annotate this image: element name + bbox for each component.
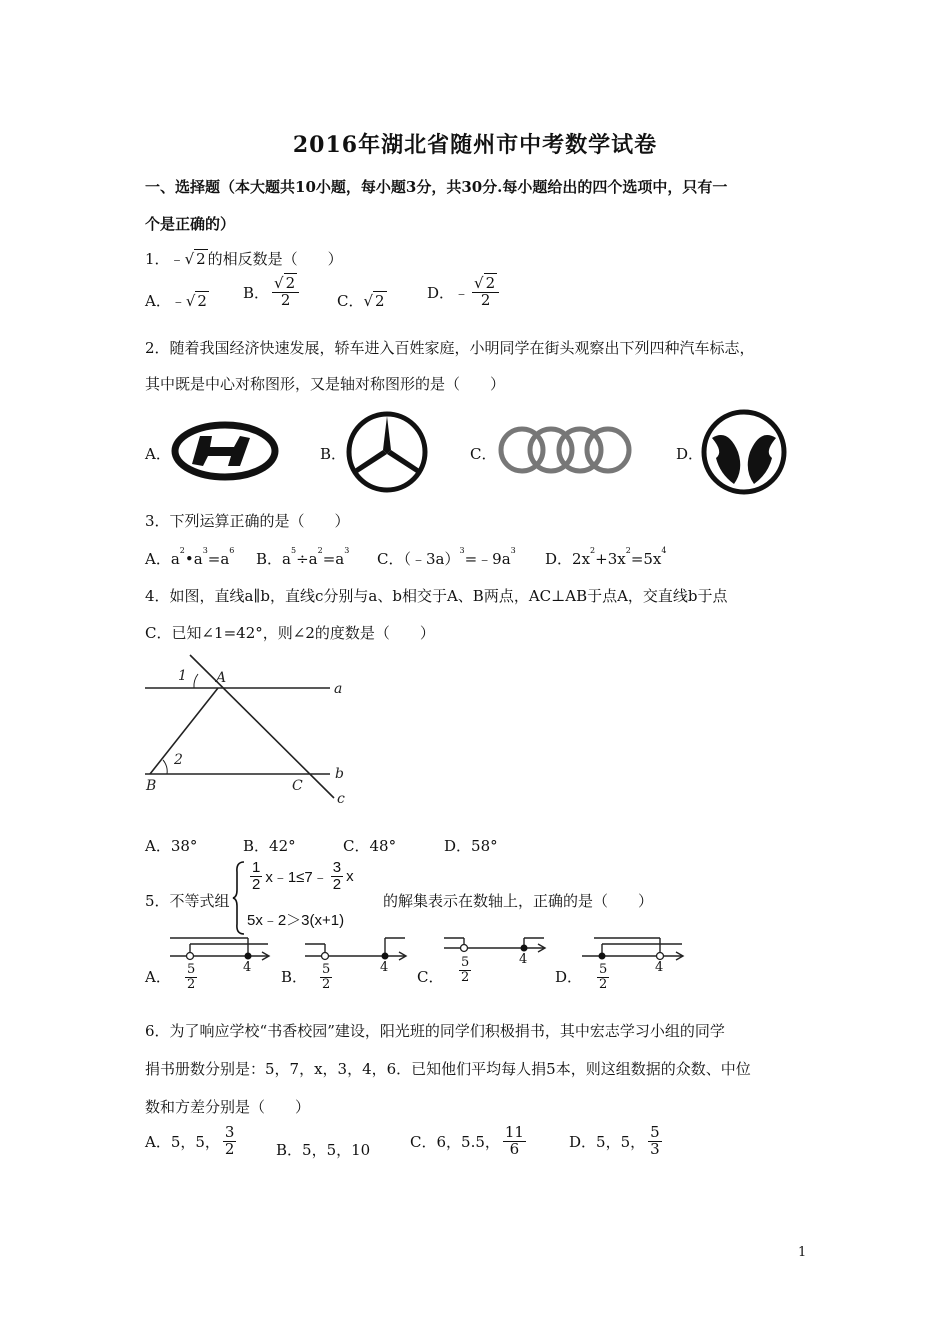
q3-option-c: C．$(﹣3a)^3=﹣9a^3$ bbox=[377, 546, 516, 568]
q6-option-b: B．5，5，10 bbox=[276, 1141, 371, 1159]
question-3: 3．下列运算正确的是（ ） bbox=[145, 512, 350, 530]
question-2-line2: 其中既是中心对称图形，又是轴对称图形的是（ ） bbox=[145, 375, 506, 393]
fig-label-a: a bbox=[334, 681, 343, 697]
section-heading-line2: 个是正确的） bbox=[145, 215, 236, 233]
q6-option-c: C．6，5.5， $\frac{11}{6}$ bbox=[410, 1123, 524, 1158]
q6-option-d: D．5，5， $\frac{5}{3}$ bbox=[569, 1123, 660, 1158]
system-brace-icon bbox=[232, 860, 246, 936]
inequality-2: 5x﹣2＞3(x+1) bbox=[247, 912, 345, 929]
question-6-line2: 捐书册数分别是：5，7，x，3，4，6．已知他们平均每人捐5本，则这组数据的众数、中位 bbox=[145, 1060, 751, 1078]
parallel-lines-figure bbox=[140, 650, 360, 810]
question-5-text: 的解集表示在数轴上，正确的是（ ） bbox=[383, 892, 654, 910]
number-line-a: $\frac{5}{2}$ 4 bbox=[168, 930, 278, 1000]
q5-label-d: D． bbox=[555, 968, 583, 986]
question-2-line1: 2．随着我国经济快速发展，轿车进入百姓家庭，小明同学在街头观察出下列四种汽车标志， bbox=[145, 339, 755, 357]
q3-option-b: B．$a^5\div a^2=a^3$ bbox=[256, 546, 350, 568]
question-1: 1．﹣√ 2 的相反数是（ ） bbox=[145, 250, 343, 268]
question-5-prefix: 5．不等式组 bbox=[145, 892, 230, 910]
question-4-line2: C．已知∠1=42°，则∠2的度数是（ ） bbox=[145, 624, 435, 642]
q2-label-b: B． bbox=[320, 445, 347, 463]
q1-option-c: C．√ 2 bbox=[337, 292, 385, 310]
q1-option-d: D．﹣ $\frac{√ 2}{2}$ bbox=[427, 276, 502, 309]
sqrt-2: √ 2 bbox=[184, 250, 206, 268]
dongfeng-logo-icon bbox=[700, 408, 788, 496]
audi-rings-logo-icon bbox=[495, 424, 635, 476]
q4-option-d: D．58° bbox=[444, 837, 498, 855]
page-number: 1 bbox=[798, 1245, 807, 1260]
fig-label-2: 2 bbox=[174, 752, 183, 768]
fig-label-C: C bbox=[292, 778, 303, 794]
fig-label-c: c bbox=[337, 791, 345, 807]
q2-label-d: D． bbox=[676, 445, 704, 463]
q3-option-a: A．$a^2•a^3=a^6$ bbox=[145, 546, 235, 568]
q5-label-b: B． bbox=[281, 968, 308, 986]
fig-label-A: A bbox=[216, 670, 227, 686]
q4-option-a: A．38° bbox=[145, 837, 198, 855]
page-title: 2016年湖北省随州市中考数学试卷 bbox=[292, 132, 658, 158]
question-4-line1: 4．如图，直线a∥b，直线c分别与a、b相交于A、B两点，AC⊥AB于点A，交直线b于点 bbox=[145, 587, 728, 605]
q6-option-a: A．5，5， $\frac{3}{2}$ bbox=[145, 1123, 235, 1158]
fig-label-b: b bbox=[335, 766, 344, 782]
number-line-c: $\frac{5}{2}$ 4 bbox=[442, 928, 552, 998]
q1-option-b: B． $\frac{√ 2}{2}$ bbox=[243, 276, 302, 309]
inequality-1: $\frac{1}{2}$ x﹣1≤7﹣ $\frac{3}{2}$ x bbox=[252, 859, 354, 893]
q2-label-a: A． bbox=[145, 445, 171, 463]
q3-option-d: D．$2x^2+3x^2=5x^4$ bbox=[545, 546, 667, 568]
q4-option-c: C．48° bbox=[343, 837, 397, 855]
hyundai-logo-icon bbox=[170, 420, 280, 482]
q5-label-c: C． bbox=[417, 968, 444, 986]
section-heading-line1: 一、选择题（本大题共10小题，每小题3分，共30分.每小题给出的四个选项中，只有一 bbox=[145, 178, 728, 196]
question-6-line1: 6．为了响应学校“书香校园”建设，阳光班的同学们积极捐书，其中宏志学习小组的同学 bbox=[145, 1022, 725, 1040]
number-line-d: $\frac{5}{2}$ 4 bbox=[580, 930, 690, 1000]
mercedes-logo-icon bbox=[344, 410, 430, 494]
q5-label-a: A． bbox=[145, 968, 171, 986]
fig-label-1: 1 bbox=[178, 668, 187, 684]
q2-label-c: C． bbox=[470, 445, 497, 463]
number-line-b: $\frac{5}{2}$ 4 bbox=[303, 930, 413, 1000]
fig-label-B: B bbox=[146, 778, 157, 794]
q1-option-a: A．﹣√ 2 bbox=[145, 292, 207, 310]
q4-option-b: B．42° bbox=[243, 837, 296, 855]
question-6-line3: 数和方差分别是（ ） bbox=[145, 1098, 311, 1116]
